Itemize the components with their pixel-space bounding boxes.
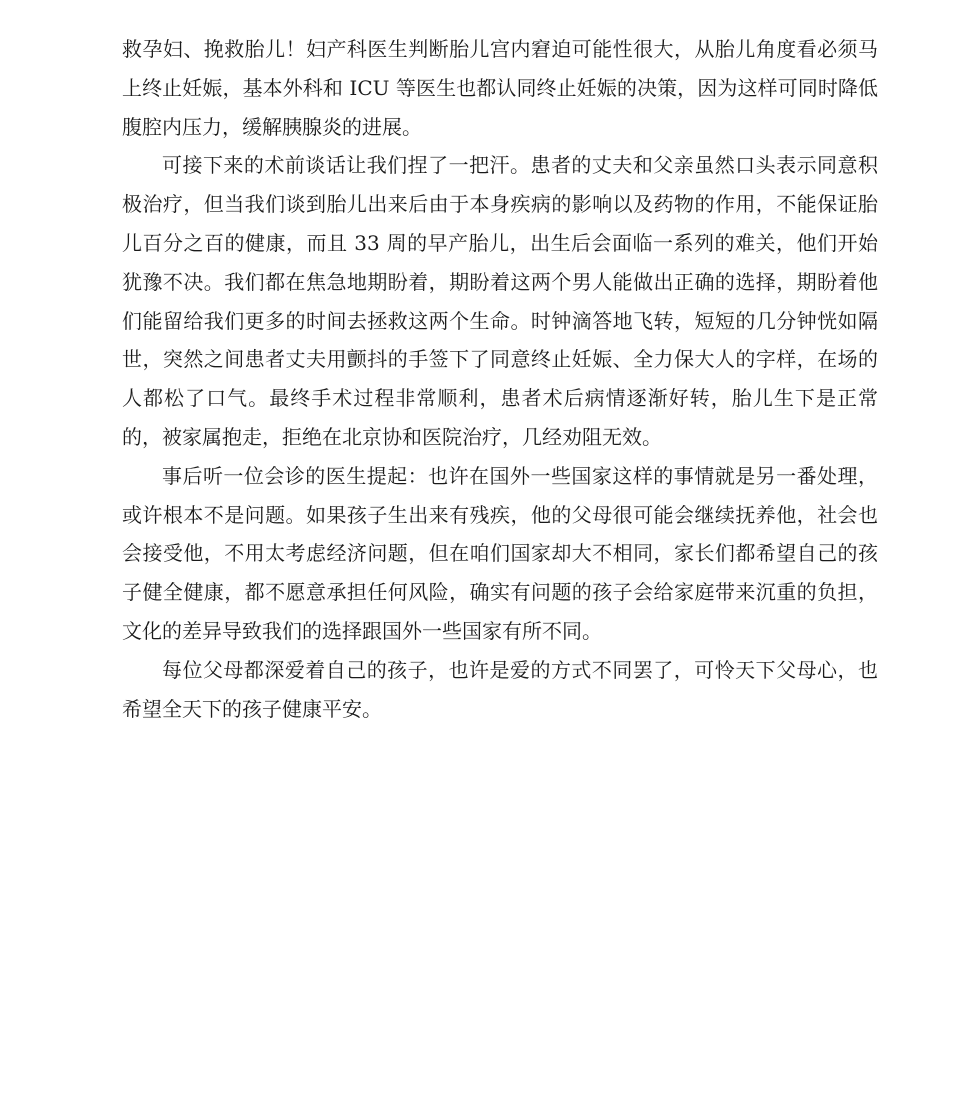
paragraph-continued: 救孕妇、挽救胎儿！妇产科医生判断胎儿宫内窘迫可能性很大，从胎儿角度看必须马上终止妊娠，基本外科和 ICU 等医生也都认同终止妊娠的决策，因为这样可同时降低腹腔内压力，缓解胰腺炎的进展。 [122,37,878,139]
paragraph-closing: 每位父母都深爱着自己的孩子，也许是爱的方式不同罢了，可怜天下父母心，也希望全天下的孩子健康平安。 [122,657,878,721]
paragraph-consent-talk: 可接下来的术前谈话让我们捏了一把汗。患者的丈夫和父亲虽然口头表示同意积极治疗，但当我们谈到胎儿出来后由于本身疾病的影响以及药物的作用，不能保证胎儿百分之百的健康，而且 33 周的早产胎儿，出生后会面临一系列的难关，他们开始犹豫不决。我们都在焦急地期盼着，期盼着这两个男人能做出正确的选择，期盼着他们能留给我们更多的时间去拯救这两个生命。时钟滴答地飞转，短短的几分钟恍如隔世，突然之间患者丈夫用颤抖的手签下了同意终止妊娠、全力保大人的字样，在场的人都松了口气。最终手术过程非常顺利，患者术后病情逐渐好转，胎儿生下是正常的，被家属抱走，拒绝在北京协和医院治疗，几经劝阻无效。 [122,153,878,449]
document-page [122,30,878,728]
paragraph-consultation-remark: 事后听一位会诊的医生提起：也许在国外一些国家这样的事情就是另一番处理，或许根本不是问题。如果孩子生出来有残疾，他的父母很可能会继续抚养他，社会也会接受他，不用太考虑经济问题，但在咱们国家却大不相同，家长们都希望自己的孩子健全健康，都不愿意承担任何风险，确实有问题的孩子会给家庭带来沉重的负担，文化的差异导致我们的选择跟国外一些国家有所不同。 [122,463,878,643]
